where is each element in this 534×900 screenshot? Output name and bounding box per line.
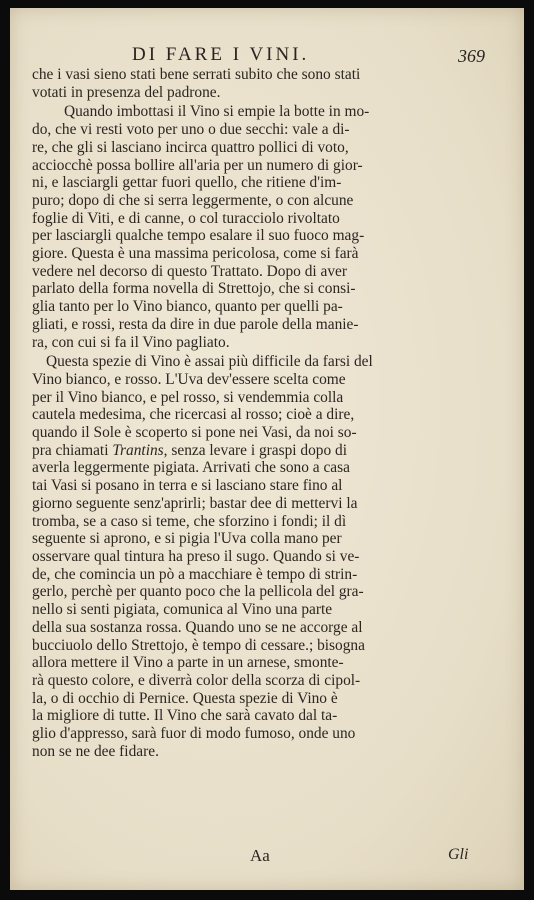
text-line: parlato della forma novella di Strettojo, che si consi- [32, 280, 356, 298]
text-line: Quando imbottasi il Vino si empie la botte in mo- [64, 103, 370, 121]
text-line: ra, con cui si fa il Vino pagliato. [32, 333, 230, 351]
text-line: tromba, se a caso si teme, che sforzino i fondi; il dì [32, 512, 347, 530]
body-text [32, 66, 500, 760]
text-line: allora mettere il Vino a parte in un arnese, smonte- [32, 654, 344, 672]
text-line: per il Vino bianco, e pel rosso, si vendemmia colla [32, 388, 344, 406]
page-number: 369 [458, 46, 485, 66]
text-line: che i vasi sieno stati bene serrati subito che sono stati [32, 66, 361, 83]
text-line: Vino bianco, e rosso. L'Uva dev'essere scelta come [32, 370, 346, 388]
text-line: foglie di Viti, e di canne, o col turacciolo rivoltato [32, 209, 340, 227]
text-line: non se ne dee fidare. [32, 742, 159, 760]
text-line: cautela medesima, che ricercasi al rosso; cioè a dire, [32, 406, 355, 424]
text-line: della sua sostanza rossa. Quando uno se ne accorge al [32, 618, 363, 636]
text-line: quando il Sole è scoperto si pone nei Vasi, da noi so- [32, 424, 357, 442]
text-line: giore. Questa è una massima pericolosa, come si farà [32, 245, 359, 263]
text-line: pra chiamati Trantins, senza levare i graspi dopo di [32, 441, 348, 459]
text-line: glia tanto per lo Vino bianco, quanto per quelli pa- [32, 298, 343, 316]
text-line: bucciuolo dello Strettojo, è tempo di cessare.; bisogna [32, 636, 365, 654]
text-line: la migliore di tutte. Il Vino che sarà cavato dal ta- [32, 707, 338, 725]
text-line: giorno seguente senz'aprirli; bastar dee di mettervi la [32, 494, 358, 512]
book-page [10, 8, 524, 890]
text-line: la, o di occhio di Pernice. Questa spezie di Vino è [32, 689, 338, 707]
signature-mark: Aa [250, 846, 270, 865]
text-line: gliati, e rossi, resta da dire in due parole della manie- [32, 315, 359, 333]
text-line: osservare qual tintura ha preso il sugo. Quando si ve- [32, 547, 360, 565]
text-line: Questa spezie di Vino è assai più difficile da farsi del [46, 353, 373, 371]
text-line: glio d'appresso, sarà fuor di modo fumoso, onde uno [32, 725, 356, 743]
text-line: re, che gli si lasciano incirca quattro pollici di voto, [32, 138, 349, 156]
text-line: seguente si aprono, e si pigia l'Uva colla mano per [32, 530, 342, 548]
text-line: votati in presenza del padrone. [32, 83, 221, 101]
text-line: acciocchè possa bollire all'aria per un numero di gior- [32, 156, 363, 174]
text-line: do, che vi resti voto per uno o due secchi: vale a di- [32, 121, 350, 139]
catchword: Gli [448, 846, 469, 863]
text-line: vedere nel decorso di questo Trattato. Dopo di aver [32, 262, 348, 280]
text-line: puro; dopo di che si serra leggermente, o con alcune [32, 191, 354, 209]
italic-term: Trantins [112, 441, 164, 459]
text-line: gerlo, perchè per quanto poco che la pellicola del gra- [32, 583, 364, 601]
text-line: per lasciargli qualche tempo esalare il suo fuoco mag- [32, 227, 365, 245]
text-line: tai Vasi si posano in terra e si lasciano stare fino al [32, 477, 343, 495]
text-line: averla leggermente pigiata. Arrivati che sono a casa [32, 459, 350, 477]
text-line: rà questo colore, e diverrà color della scorza di cipol- [32, 671, 361, 689]
text-line: nello si senti pigiata, comunica al Vino una parte [32, 601, 333, 619]
text-line: ni, e lasciargli gettar fuori quello, che ritiene d'im- [32, 174, 342, 192]
running-title: DI FARE I VINI. [132, 44, 310, 65]
text-line: de, che comincia un pò a macchiare è tempo di strin- [32, 565, 358, 583]
